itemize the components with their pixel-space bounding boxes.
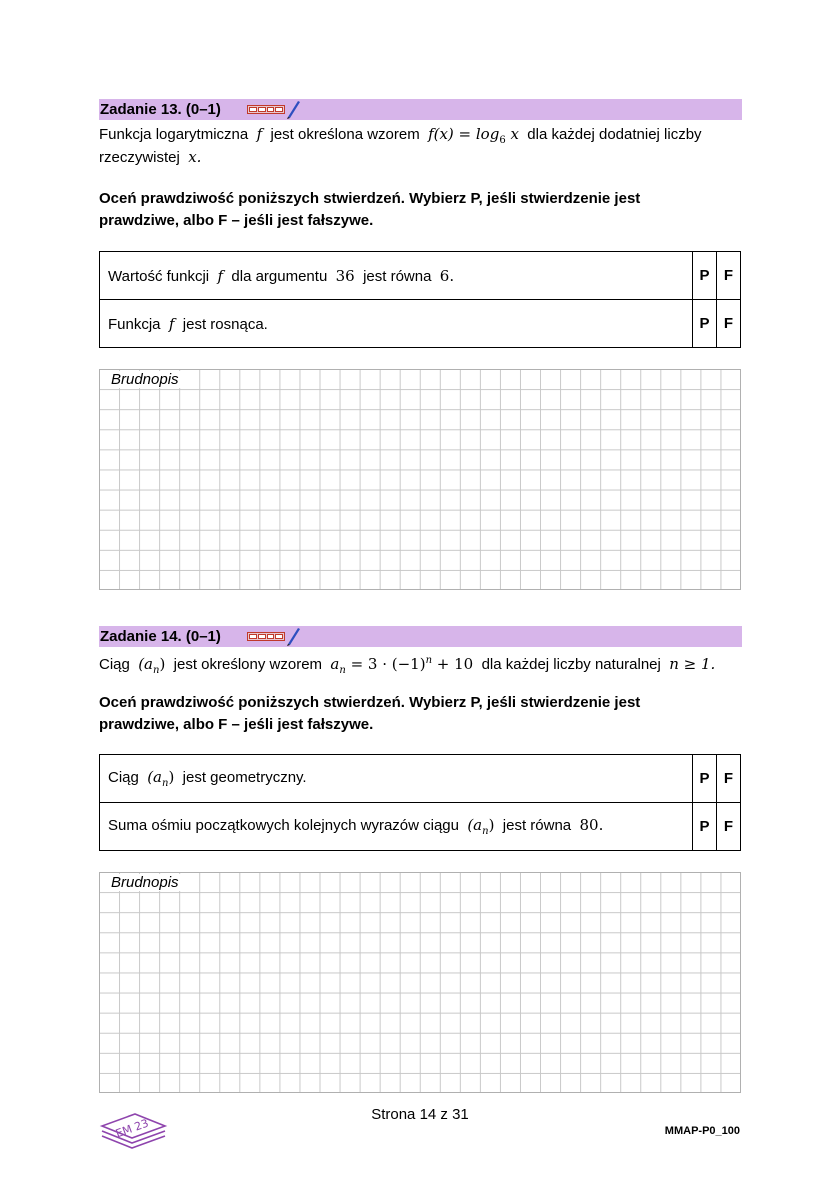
statement-text: Funkcja f jest rosnąca.	[100, 300, 693, 348]
statement-text: Ciąg $(a_n)$ jest geometryczny.	[100, 755, 693, 803]
answer-f-button[interactable]: F	[717, 803, 741, 851]
answer-p-button[interactable]: P	[693, 252, 717, 300]
answer-p-button[interactable]: P	[693, 803, 717, 851]
task-13-title: Zadanie 13. (0–1)	[100, 101, 221, 118]
statement-row	[100, 803, 741, 851]
exam-code: MMAP-P0_100	[664, 1125, 740, 1137]
statement-row	[100, 252, 741, 300]
difficulty-badge-icon	[247, 105, 285, 114]
pen-icon	[285, 626, 301, 646]
statement-row	[100, 300, 741, 348]
statement-row	[100, 755, 741, 803]
task-13-intro-line2: rzeczywistej x.	[99, 148, 202, 166]
answer-f-button[interactable]: F	[717, 252, 741, 300]
pen-icon	[285, 99, 301, 119]
scratch-label: Brudnopis	[108, 874, 182, 891]
answer-p-button[interactable]: P	[693, 300, 717, 348]
statement-text: Wartość funkcji f dla argumentu 36 jest równa 6.	[100, 252, 693, 300]
task-13-header	[99, 99, 742, 120]
difficulty-badge-icon	[247, 632, 285, 641]
task-13-intro: Funkcja logarytmiczna f jest określona wzorem $f(x) = \log_6 x$ dla każdej dodatniej liczby	[99, 125, 702, 146]
task-14-title: Zadanie 14. (0–1)	[100, 628, 221, 645]
task-13-statements	[99, 251, 741, 348]
task-14-header	[99, 626, 742, 647]
task-13-instruction: Oceń prawdziwość poniższych stwierdzeń. Wybierz P, jeśli stwierdzenie jest prawdziwe, albo F – jeśli jest fałszywe.	[99, 190, 641, 229]
answer-f-button[interactable]: F	[717, 300, 741, 348]
answer-f-button[interactable]: F	[717, 755, 741, 803]
page-number: Strona 14 z 31	[371, 1106, 469, 1123]
task-14-statements	[99, 754, 741, 851]
task-14-instruction: Oceń prawdziwość poniższych stwierdzeń. Wybierz P, jeśli stwierdzenie jest prawdziwe, albo F – jeśli jest fałszywe.	[99, 694, 641, 733]
statement-text: Suma ośmiu początkowych kolejnych wyrazów ciągu $(a_n)$ jest równa 80.	[100, 803, 693, 851]
task-14-intro: Ciąg $(a_n)$ jest określony wzorem $a_n = 3 \cdot (-1)^n + 10$ dla każdej liczby naturalnej n ≥ 1.	[99, 655, 716, 676]
scratch-label: Brudnopis	[108, 371, 182, 388]
logo-text: EM 23	[114, 1116, 151, 1141]
answer-p-button[interactable]: P	[693, 755, 717, 803]
scratch-grid-13[interactable]	[99, 369, 741, 590]
scratch-grid-14[interactable]	[99, 872, 741, 1093]
